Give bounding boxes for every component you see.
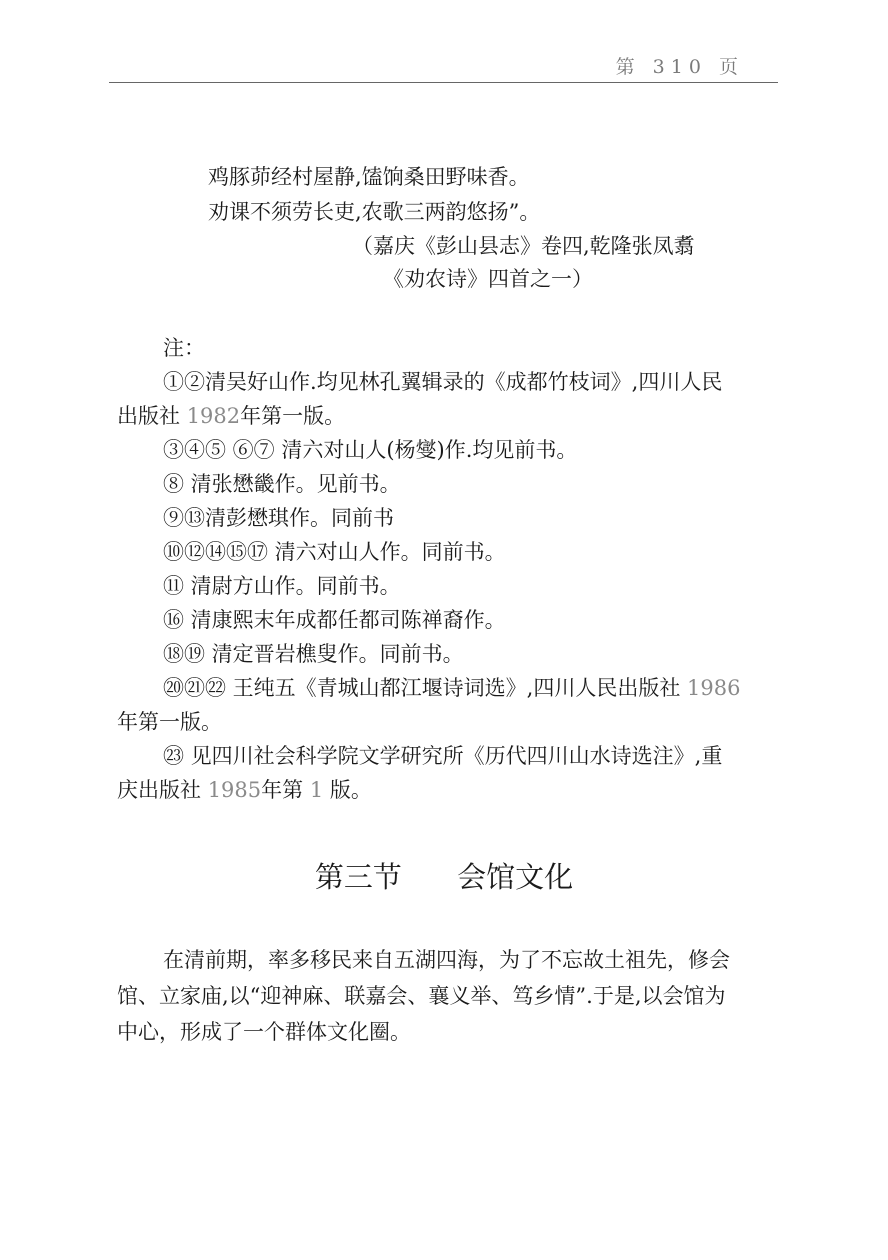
page-header bbox=[0, 0, 888, 84]
note-number: 1 bbox=[309, 778, 324, 802]
body-line: 中心，形成了一个群体文化圈。 bbox=[117, 1020, 411, 1044]
body-line: 在清前期，率多移民来自五湖四海，为了不忘故土祖先，修会 bbox=[163, 948, 730, 972]
note-line: ⑪ 清尉方山作。同前书。 bbox=[163, 574, 401, 598]
note-line: ⑩⑫⑭⑮⑰ 清六对山人作。同前书。 bbox=[163, 540, 506, 564]
note-text: ⑳㉑㉒ 王纯五《青城山都江堰诗词选》,四川人民出版社 bbox=[163, 676, 688, 700]
note-year: 1986 bbox=[687, 676, 741, 700]
note-line: 年第一版。 bbox=[117, 710, 222, 734]
poem-line: 劝课不须劳长吏,农歌三两韵悠扬”。 bbox=[208, 200, 541, 224]
note-line: ㉓ 见四川社会科学院文学研究所《历代四川山水诗选注》,重 bbox=[163, 744, 723, 768]
notes-heading: 注： bbox=[163, 336, 205, 360]
note-line: ⑧ 清张懋畿作。见前书。 bbox=[163, 472, 401, 496]
note-text: 年第一版。 bbox=[240, 404, 346, 428]
note-text: 版。 bbox=[323, 778, 372, 802]
note-line: ①②清吴好山作.均见林孔翼辑录的《成都竹枝词》,四川人民 bbox=[163, 370, 723, 394]
page-number: 第 310 页 bbox=[615, 56, 744, 78]
poem-source: （嘉庆《彭山县志》卷四,乾隆张凤翥 bbox=[352, 234, 695, 258]
section-title: 第三节 会馆文化 bbox=[314, 860, 574, 894]
body-line: 馆、立家庙,以“迎神麻、联嘉会、襄义举、笃乡情”.于是,以会馆为 bbox=[117, 984, 726, 1008]
header-divider bbox=[109, 82, 778, 83]
note-text: 庆出版社 bbox=[117, 778, 208, 802]
note-line: ③④⑤ ⑥⑦ 清六对山人(杨燮)作.均见前书。 bbox=[163, 438, 578, 462]
note-line: ⑯ 清康熙末年成都任都司陈禅裔作。 bbox=[163, 608, 506, 632]
note-line bbox=[117, 401, 345, 431]
note-line bbox=[163, 673, 740, 703]
poem-line: 鸡豚茆经村屋静,馌饷桑田野味香。 bbox=[208, 165, 530, 189]
note-line: ⑱⑲ 清定晋岩樵叟作。同前书。 bbox=[163, 642, 464, 666]
note-line: ⑨⑬清彭懋琪作。同前书 bbox=[163, 506, 394, 530]
note-line bbox=[117, 775, 372, 805]
note-year: 1985 bbox=[207, 778, 262, 802]
note-year: 1982 bbox=[186, 404, 241, 428]
poem-source: 《劝农诗》四首之一） bbox=[383, 267, 593, 291]
note-text: 年第 bbox=[261, 778, 310, 802]
note-text: 出版社 bbox=[117, 404, 187, 428]
